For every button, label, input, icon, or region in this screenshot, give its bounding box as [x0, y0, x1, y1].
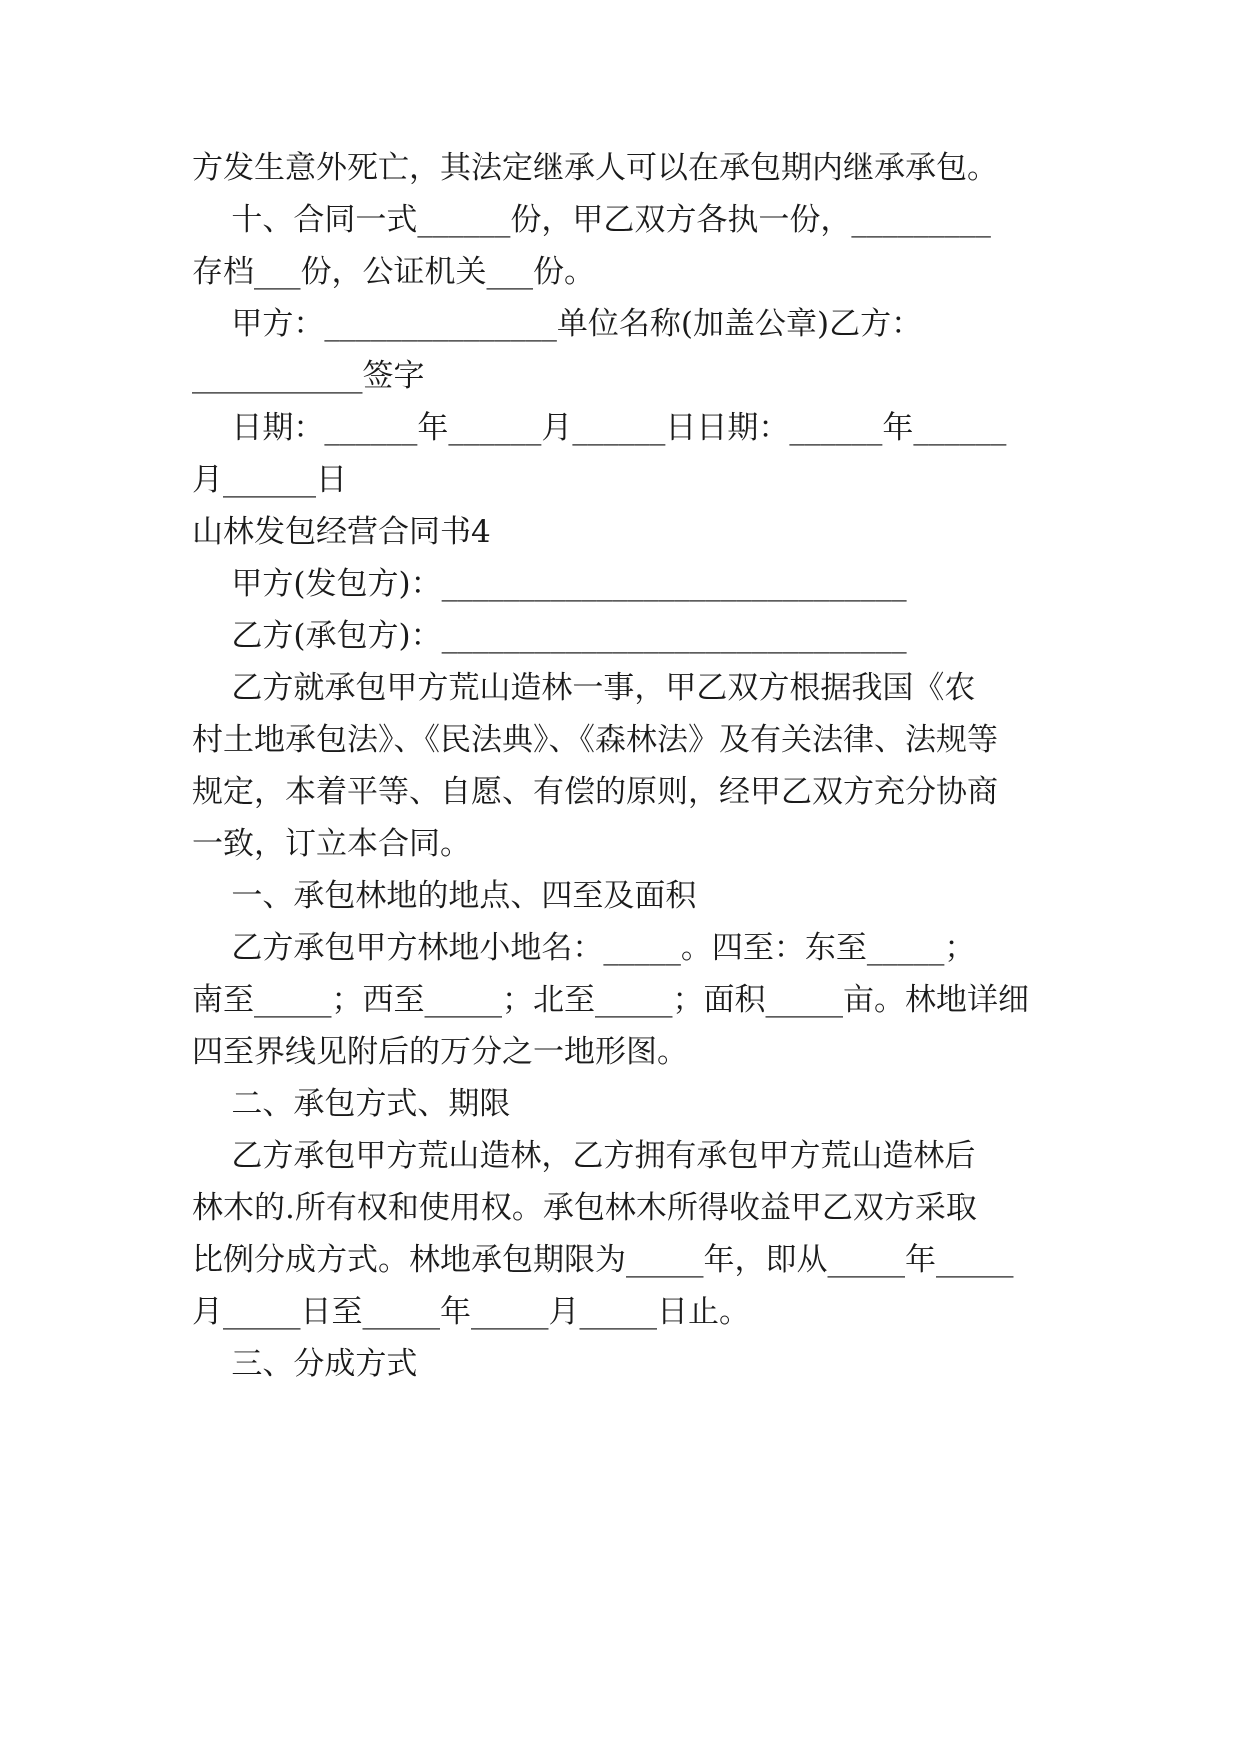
- text-line: [192, 720, 1052, 760]
- line-text: 林木的.所有权和使用权。承包林木所得收益甲乙双方采取: [192, 1190, 977, 1226]
- line-text: 一、承包林地的地点、四至及面积: [192, 878, 697, 914]
- line-text: 村土地承包法》、《民法典》、《森林法》及有关法律、法规等: [192, 722, 998, 758]
- line-text: 月______日: [192, 462, 347, 498]
- line-text: 三、分成方式: [192, 1346, 418, 1382]
- line-text: 二、承包方式、期限: [192, 1086, 511, 1122]
- text-line: [192, 1032, 1052, 1072]
- text-line: [192, 928, 1052, 968]
- line-text: 乙方承包甲方荒山造林，乙方拥有承包甲方荒山造林后: [192, 1138, 976, 1174]
- line-text: 十、合同一式______份，甲乙双方各执一份，_________: [192, 202, 991, 238]
- text-line: [192, 356, 1052, 396]
- text-line: [192, 252, 1052, 292]
- line-text: 一致，订立本合同。: [192, 826, 471, 862]
- text-line: [192, 200, 1052, 240]
- line-text: 规定，本着平等、自愿、有偿的原则，经甲乙双方充分协商: [192, 774, 998, 810]
- text-line: [192, 616, 1052, 656]
- text-line: [192, 668, 1052, 708]
- text-line: [192, 1292, 1052, 1332]
- clause-heading: [192, 1344, 1052, 1384]
- line-text: 方发生意外死亡，其法定继承人可以在承包期内继承承包。: [192, 150, 998, 186]
- text-line: [192, 1136, 1052, 1176]
- line-text: 比例分成方式。林地承包期限为_____年，即从_____年_____: [192, 1242, 1014, 1278]
- line-text: 日期：______年______月______日日期：______年______: [192, 410, 1007, 446]
- line-text: 月_____日至_____年_____月_____日止。: [192, 1294, 750, 1330]
- text-line: [192, 148, 1052, 188]
- line-text: 甲方：_______________单位名称(加盖公章)乙方：: [192, 306, 923, 342]
- line-text: 乙方承包甲方林地小地名：_____。四至：东至_____；: [192, 930, 976, 966]
- line-text: 山林发包经营合同书4: [192, 514, 491, 550]
- line-text: 四至界线见附后的万分之一地形图。: [192, 1034, 688, 1070]
- section-title: [192, 512, 1052, 552]
- text-line: [192, 772, 1052, 812]
- line-text: 南至_____；西至_____；北至_____；面积_____亩。林地详细: [192, 982, 1029, 1018]
- text-line: [192, 460, 1052, 500]
- clause-heading: [192, 876, 1052, 916]
- line-text: ___________签字: [192, 358, 425, 394]
- line-text: 存档___份，公证机关___份。: [192, 254, 595, 290]
- line-text: 乙方就承包甲方荒山造林一事，甲乙双方根据我国《农: [192, 670, 976, 706]
- line-text: 甲方(发包方)：______________________________: [192, 566, 907, 602]
- text-line: [192, 980, 1052, 1020]
- text-line: [192, 304, 1052, 344]
- text-line: [192, 824, 1052, 864]
- clause-heading: [192, 1084, 1052, 1124]
- text-line: [192, 564, 1052, 604]
- text-line: [192, 408, 1052, 448]
- text-line: [192, 1240, 1052, 1280]
- text-line: [192, 1188, 1052, 1228]
- line-text: 乙方(承包方)：______________________________: [192, 618, 907, 654]
